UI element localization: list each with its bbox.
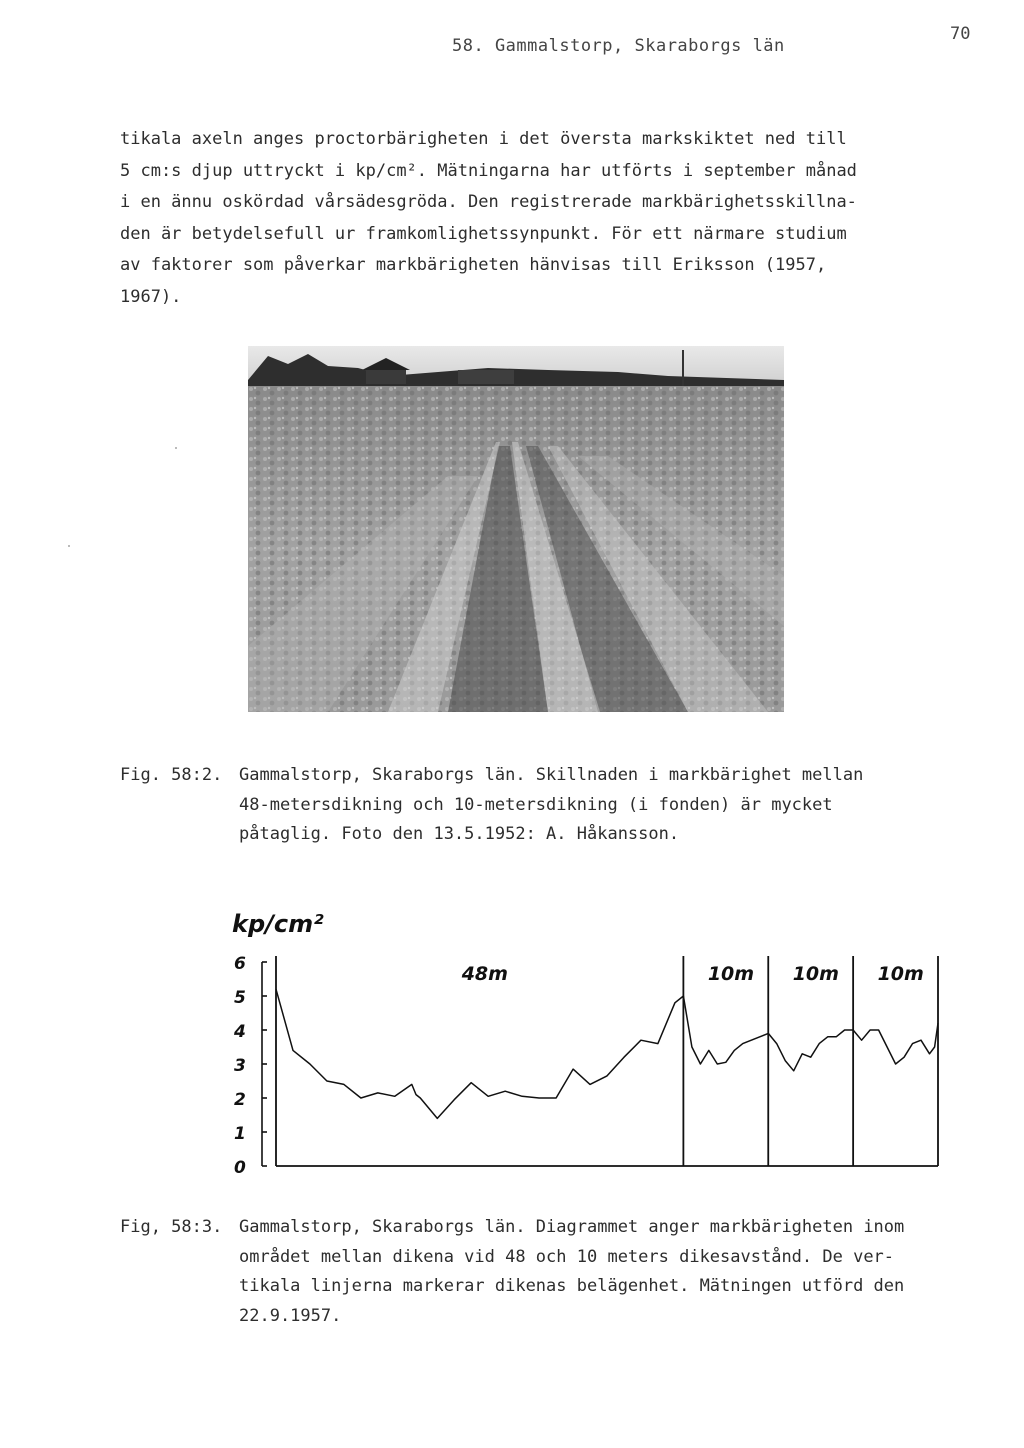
section-label: 10m: [707, 963, 755, 985]
figure-2-caption-body: [239, 761, 863, 850]
intro-paragraph: [120, 124, 920, 313]
y-tick-label: 4: [234, 1022, 246, 1042]
caption-line: Gammalstorp, Skaraborgs län. Skillnaden i markbärighet mellan: [239, 765, 864, 785]
intro-line: tikala axeln anges proctorbärigheten i det översta markskiktet ned till: [120, 129, 847, 149]
intro-line: 1967).: [120, 286, 182, 307]
intro-line: av faktorer som påverkar markbärigheten hänvisas till Eriksson (1957,: [120, 255, 827, 275]
figure-3-caption-body: [239, 1213, 904, 1331]
y-tick-label: 2: [234, 1090, 246, 1110]
caption-line: 22.9.1957.: [239, 1305, 342, 1326]
field-photo: [248, 346, 784, 712]
y-tick-label: 3: [234, 1056, 246, 1076]
figure-3-caption: [120, 1213, 970, 1343]
caption-line: tikala linjerna markerar dikenas belägenhet. Mätningen utförd den: [239, 1276, 905, 1296]
caption-line: 48-metersdikning och 10-metersdikning (i fonden) är mycket: [239, 794, 833, 815]
figure-3-label: Fig, 58:3.: [120, 1217, 223, 1237]
intro-line: 5 cm:s djup uttryckt i kp/cm². Mätningarna har utförts i september månad: [120, 160, 857, 181]
section-label: 10m: [877, 963, 924, 985]
intro-line: i en ännu oskördad vårsädesgröda. Den registrerade markbärighetsskillna-: [120, 192, 857, 212]
caption-line: Gammalstorp, Skaraborgs län. Diagrammet anger markbärigheten inom: [239, 1217, 905, 1237]
scan-speck: [175, 447, 177, 449]
caption-line: området mellan dikena vid 48 och 10 meters dikesavstånd. De ver-: [239, 1246, 895, 1267]
y-tick-label: 1: [234, 1124, 246, 1144]
section-label: 10m: [792, 963, 839, 985]
y-tick-label: 0: [234, 1158, 246, 1178]
y-tick-label: 6: [234, 954, 246, 974]
scan-speck: [68, 545, 70, 547]
chart-svg: [222, 896, 962, 1186]
y-axis-label: kp/cm²: [232, 910, 324, 938]
figure-2-caption: [120, 761, 940, 861]
y-tick-label: 5: [234, 988, 246, 1008]
section-label: 48m: [461, 963, 508, 985]
intro-line: den är betydelsefull ur framkomlighetssynpunkt. För ett närmare studium: [120, 223, 847, 244]
figure-2-label: Fig. 58:2.: [120, 765, 223, 785]
field-photo-illustration: [248, 346, 784, 712]
page-header: 58. Gammalstorp, Skaraborgs län: [452, 36, 785, 56]
page-number: 70: [950, 24, 971, 44]
bearing-capacity-line: [276, 989, 938, 1118]
caption-line: påtaglig. Foto den 13.5.1952: A. Håkansson.: [239, 824, 680, 844]
bearing-capacity-chart: [222, 896, 962, 1186]
